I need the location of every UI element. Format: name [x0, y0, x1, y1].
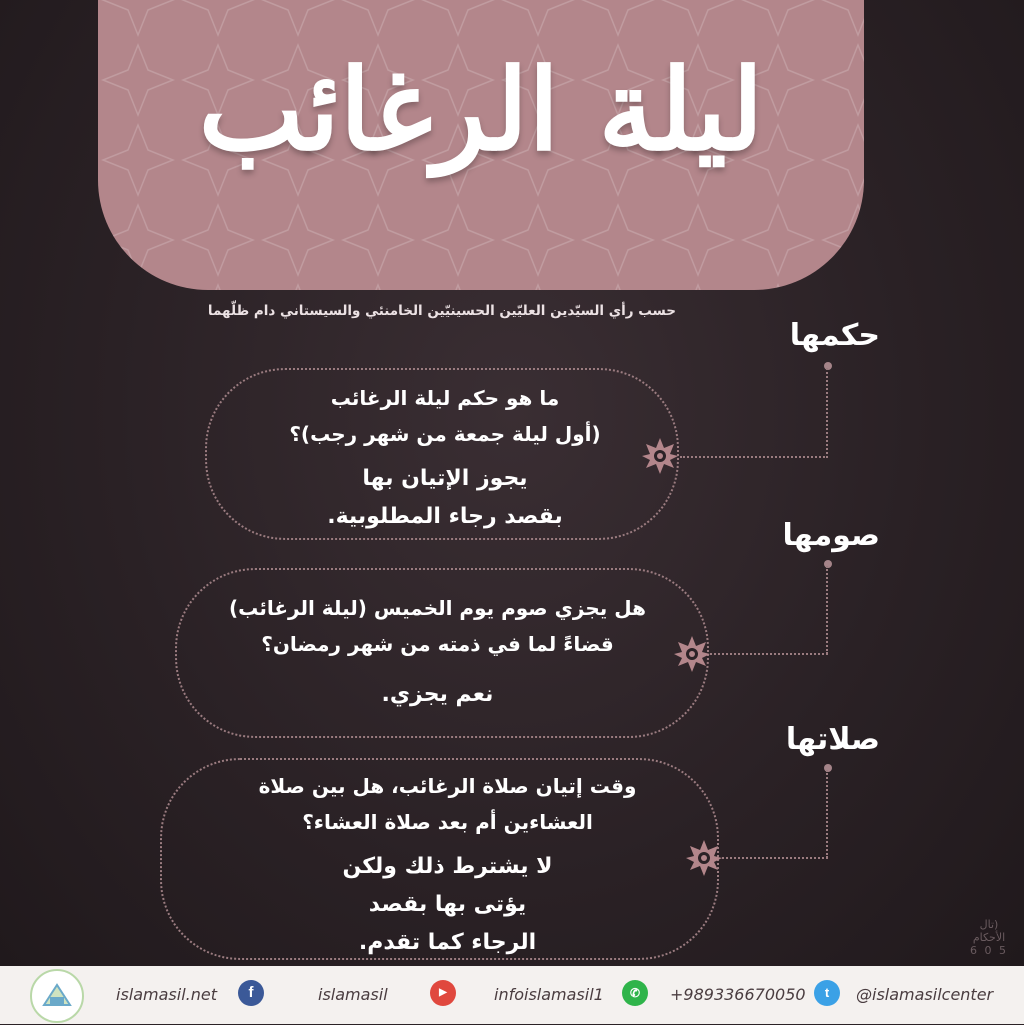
question-line: ما هو حكم ليلة الرغائب	[330, 386, 560, 410]
question-line: وقت إتيان صلاة الرغائب، هل بين صلاة	[258, 774, 637, 798]
fasting-text	[215, 590, 660, 714]
watermark	[970, 918, 1008, 957]
answer-line: يؤتى بها بقصد	[368, 892, 527, 917]
page-title: ليلة الرغائب	[198, 45, 764, 176]
star-ornament-icon	[640, 436, 680, 476]
connector-line	[826, 368, 828, 458]
connector-line	[710, 653, 828, 655]
ruling-text	[270, 380, 620, 536]
whatsapp-icon[interactable]: ✆	[622, 980, 648, 1006]
prayer-text	[225, 768, 670, 962]
facebook-handle[interactable]: islamasil	[318, 985, 388, 1004]
question-line: هل يجزي صوم يوم الخميس (ليلة الرغائب)	[229, 596, 646, 620]
answer-line: الرجاء كما تقدم.	[358, 930, 537, 955]
whatsapp-number[interactable]: +989336670050	[670, 985, 806, 1004]
section-title-fasting: صومها	[782, 518, 880, 553]
title-banner	[98, 0, 864, 290]
youtube-icon[interactable]: ▶	[430, 980, 456, 1006]
connector-line	[826, 566, 828, 654]
watermark-line: 5 0 6	[970, 944, 1008, 957]
watermark-line: الأحكام	[972, 931, 1006, 944]
question-line: (أول ليلة جمعة من شهر رجب)؟	[289, 422, 601, 446]
logo-icon	[30, 969, 84, 1023]
youtube-handle[interactable]: infoislamasil1	[494, 985, 604, 1004]
answer-line: نعم يجزي.	[381, 682, 494, 707]
answer-line: يجوز الإتيان بها	[362, 466, 528, 491]
watermark-line: (تال	[979, 918, 999, 931]
twitter-icon[interactable]: t	[814, 980, 840, 1006]
answer-line: بقصد رجاء المطلوبية.	[327, 504, 563, 529]
question-line: العشاءين أم بعد صلاة العشاء؟	[302, 810, 593, 834]
star-ornament-icon	[672, 634, 712, 674]
website-link[interactable]: islamasil.net	[116, 985, 217, 1004]
connector-line	[826, 770, 828, 858]
connector-line	[680, 456, 828, 458]
footer-bar	[0, 966, 1024, 1024]
section-title-ruling: حكمها	[789, 318, 880, 353]
section-title-prayer: صلاتها	[785, 722, 880, 757]
answer-line: لا يشترط ذلك ولكن	[342, 854, 553, 879]
star-ornament-icon	[684, 838, 724, 878]
question-line: قضاءً لما في ذمته من شهر رمضان؟	[261, 632, 614, 656]
facebook-icon[interactable]: f	[238, 980, 264, 1006]
twitter-handle[interactable]: @islamasilcenter	[856, 985, 994, 1004]
connector-line	[722, 857, 828, 859]
subtitle: حسب رأي السيّدين العليّين الحسينيّين الخامنئي والسيستاني دام ظلّهما	[207, 303, 676, 319]
